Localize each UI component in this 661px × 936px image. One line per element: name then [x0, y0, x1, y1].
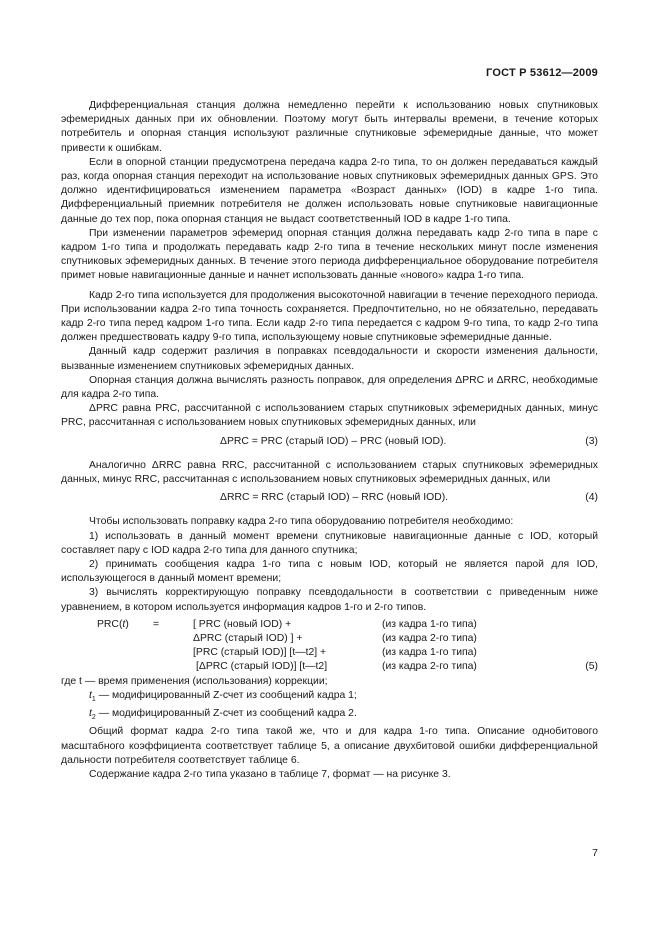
paragraph: При изменении параметров эфемерид опорная станция должна передавать кадр 2-го типа в паре с кадром 1-го типа и продолжать передавать кадр 2-го типа в течение нескольких минут после изменения спутниковых эфемеридных данных. В течение этого периода дифференциальное оборудование потребителя примет новые навигационные данные и начнет использовать данные «нового» кадра 1-го типа. — [61, 227, 598, 282]
page-body — [61, 99, 598, 782]
equation-5 — [61, 618, 598, 675]
equation-term-source: (из кадра 1-го типа) — [382, 618, 477, 630]
list-item: 2) принимать сообщения кадра 1-го типа с новым IOD, который не является парой для IOD, использующегося в данный момент времени; — [61, 559, 598, 585]
paragraph: Содержание кадра 2-го типа указано в таблице 7, формат — на рисунке 3. — [89, 769, 451, 781]
equation-4 — [61, 491, 598, 505]
equation-3 — [61, 435, 598, 449]
equation-number: (5) — [585, 661, 598, 673]
equation-term-source: (из кадра 2-го типа) — [382, 661, 477, 673]
equation-formula: ΔRRC = RRC (старый IOD) – RRC (новый IOD). — [220, 492, 449, 504]
paragraph: Дифференциальная станция должна немедленно перейти к использованию новых спутниковых эфемеридных данных при их обновлении. Поэтому могут быть интервалы времени, в течение которых потребитель и опорная станция используют различные спутниковые эфемеридные данные, что может привести к ошибкам. — [61, 100, 598, 154]
equation-term: ΔPRC (старый IOD) ] + — [193, 633, 303, 645]
equation-term: [PRC (старый IOD)] [t—t2] + — [193, 647, 327, 659]
paragraph: Чтобы использовать поправку кадра 2-го типа оборудованию потребителя необходимо: — [89, 516, 514, 528]
legend-t2: $t_2$ — модифицированный Z-счет из сообщений кадра 2. — [89, 708, 357, 722]
paragraph: Опорная станция должна вычислять разность поправок, для определения ΔPRC и ΔRRC, необходимые для кадра 2-го типа. — [61, 374, 598, 401]
paragraph: Аналогично ΔRRC равна RRC, рассчитанной с использованием старых спутниковых эфемеридных данных, минус RRC, рассчитанная с использованием новых спутниковых эфемеридных данных, или — [61, 459, 598, 486]
legend-t1: $t_1$ — модифицированный Z-счет из сообщений кадра 1; — [89, 689, 357, 703]
equation-term: [ PRC (новый IOD) + — [193, 618, 292, 630]
equation-equals: = — [153, 618, 160, 630]
paragraph: Данный кадр содержит различия в поправках псевдодальности и скорости изменения дальности, вызванные изменением спутниковых эфемеридных данных. — [61, 346, 598, 372]
legend-t: где t — время применения (использования) коррекции; — [61, 675, 328, 687]
equation-number: (3) — [585, 435, 598, 447]
equation-lhs: PRC(t) — [97, 618, 129, 630]
equation-term-source: (из кадра 1-го типа) — [382, 647, 477, 659]
paragraph: Общий формат кадра 2-го типа такой же, что и для кадра 1-го типа. Описание однобитового масштабного коэффициента соответствует таблице 5, а описание двухбитовой ошибки дифференциальной дальности потребителя соответствует таблице 6. — [61, 726, 598, 766]
equation-formula: ΔPRC = PRC (старый IOD) – PRC (новый IOD). — [220, 435, 447, 447]
page-number: 7 — [592, 847, 598, 859]
paragraph: Если в опорной станции предусмотрена передача кадра 2-го типа, то он должен передаваться каждый раз, когда опорная станция переходит на использование новых спутниковых эфемеридных данных GPS. Это должно идентифицироваться изменением параметра «Возраст данных» (IOD) в кадре 1-го типа. Дифференциальный приемник потребителя не должен использовать новые спутниковые навигационные данные до тех пор, пока опорная станция не выдаст соответственный IOD в кадре 1-го типа. — [61, 156, 598, 225]
document-code: ГОСТ Р 53612—2009 — [486, 67, 598, 79]
equation-term: [ΔPRC (старый IOD)] [t—t2] — [196, 661, 328, 673]
list-item: 1) использовать в данный момент времени спутниковые навигационные данные с IOD, который составляет пару с IOD кадра 2-го типа для данного спутника; — [61, 530, 598, 556]
paragraph: Кадр 2-го типа используется для продолжения высокоточной навигации в течение переходного периода. При использовании кадра 2-го типа точность сохраняется. Предпочтительно, но не обязательно, передавать кадр 2-го типа перед кадром 1-го типа. Если кадр 2-го типа передается с кадром 9-го типа, то кадр 2-го типа должен предшествовать кадру 9-го типа, использующему новые спутниковые эфемеридные данные. — [61, 289, 598, 344]
paragraph: ΔPRC равна PRC, рассчитанной с использованием старых спутниковых эфемеридных данных, минус PRC, рассчитанная с использованием новых спутниковых эфемеридных данных, или — [61, 403, 598, 429]
list-item: 3) вычислять корректирующую поправку псевдодальности в соответствии с приведенным ниже уравнением, в котором используется информация кадров 1-го и 2-го типов. — [61, 587, 598, 613]
equation-term-source: (из кадра 2-го типа) — [382, 633, 477, 645]
equation-number: (4) — [585, 492, 598, 504]
